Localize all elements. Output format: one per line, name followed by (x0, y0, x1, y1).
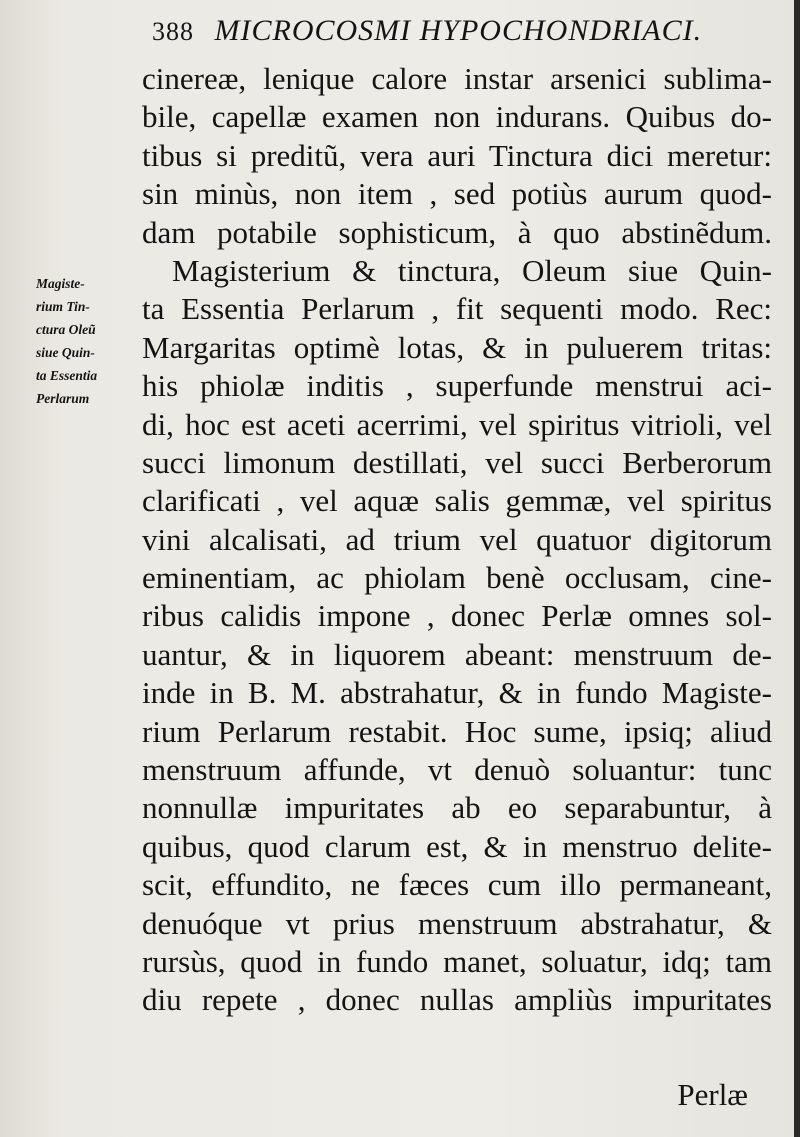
margin-note (36, 272, 144, 410)
margin-note-line: siue Quin- (36, 345, 95, 360)
text-line: bile, capellæ examen non indurans. Quibus do- (142, 99, 772, 135)
text-line: his phiolæ inditis , superfunde menstrui aci- (142, 368, 772, 404)
text-line: diu repete , donec nullas ampliùs impuritates (142, 982, 772, 1018)
text-line: rium Perlarum restabit. Hoc sume, ipsiq; aliud (142, 713, 772, 749)
text-line: ta Essentia Perlarum , fit sequenti modo. Rec: (142, 291, 772, 327)
page-edge-shadow (794, 0, 800, 1137)
text-line: inde in B. M. abstrahatur, & in fundo Magiste- (142, 675, 772, 711)
text-line: Margaritas optimè lotas, & in puluerem tritas: (142, 329, 772, 365)
margin-note-line: ctura Oleũ (36, 322, 96, 337)
text-line: uantur, & in liquorem abeant: menstruum de- (142, 636, 772, 672)
text-line: ribus calidis impone , donec Perlæ omnes sol- (142, 598, 772, 634)
margin-note-line: Magiste- (36, 276, 85, 291)
margin-note-line: ta Essentia (36, 368, 98, 383)
margin-note-line: rium Tin- (36, 299, 90, 314)
text-line: di, hoc est aceti acerrimi, vel spiritus vitrioli, vel (142, 406, 772, 442)
text-line: vini alcalisati, ad trium vel quatuor digitorum (142, 521, 772, 557)
margin-note-line: Perlarum (36, 391, 90, 406)
text-line: quibus, quod clarum est, & in menstruo delite- (142, 828, 772, 864)
text-line: sin minùs, non item , sed potiùs aurum quod- (142, 176, 772, 212)
page-number: 388 (152, 17, 194, 46)
text-line: cinereæ, lenique calore instar arsenici sublima- (142, 61, 772, 96)
text-line: denuóque vt prius menstruum abstrahatur, & (142, 905, 772, 941)
text-line: succi limonum destillati, vel succi Berberorum (142, 444, 772, 480)
running-title: MICROCOSMI HYPOCHONDRIACI. (214, 14, 703, 47)
text-line: rursùs, quod in fundo manet, soluatur, idq; tam (142, 943, 772, 979)
text-line: menstruum affunde, vt denuò soluantur: tunc (142, 752, 772, 788)
catchword: Perlæ (677, 1077, 748, 1112)
text-line: tibus si preditũ, vera auri Tinctura dici meretur: (142, 137, 772, 173)
running-header (152, 14, 772, 54)
text-line: scit, effundito, ne fæces cum illo permaneant, (142, 867, 772, 903)
body-text (142, 60, 772, 1020)
text-line: Magisterium & tinctura, Oleum siue Quin- (172, 252, 772, 288)
text-line: dam potabile sophisticum, à quo abstinẽdum. (142, 214, 772, 250)
text-line: nonnullæ impuritates ab eo separabuntur, à (142, 790, 772, 826)
text-line: clarificati , vel aquæ salis gemmæ, vel spiritus (142, 483, 772, 519)
text-line: eminentiam, ac phiolam benè occlusam, cine- (142, 560, 772, 596)
